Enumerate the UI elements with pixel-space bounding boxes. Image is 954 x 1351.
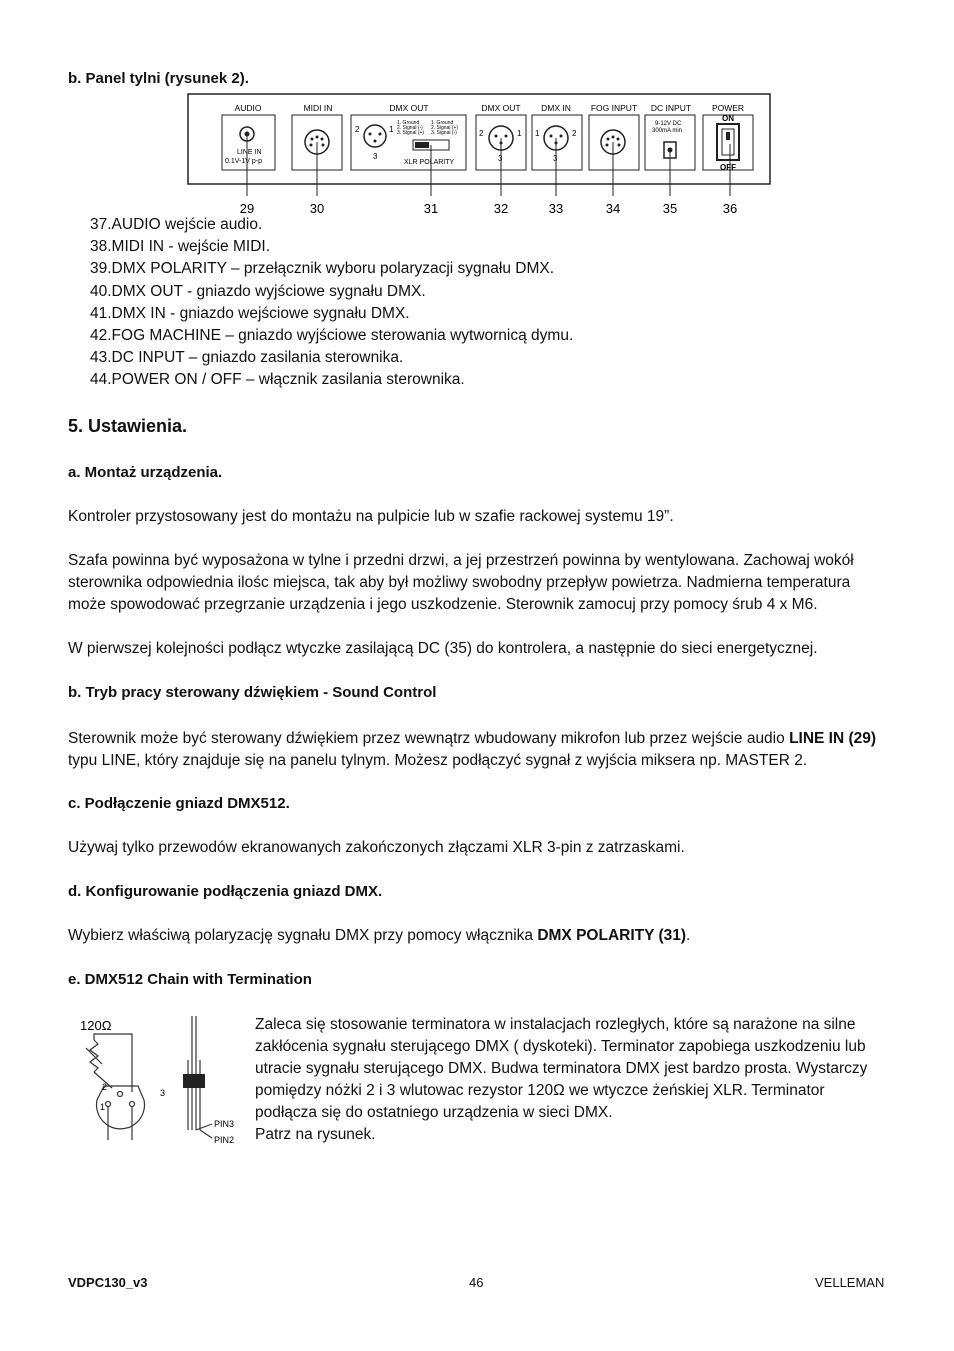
callout-35: 35 [662, 201, 678, 216]
label-off: OFF [720, 163, 736, 172]
callout-36: 36 [722, 201, 738, 216]
subsection-e-heading: e. DMX512 Chain with Termination [68, 971, 312, 988]
paragraph-c1: Używaj tylko przewodów ekranowanych zakończonych złączami XLR 3-pin z zatrzaskami. [68, 839, 685, 856]
subsection-c-heading: c. Podłączenie gniazd DMX512. [68, 795, 290, 812]
callout-30: 30 [309, 201, 325, 216]
pin-col1-2: 3. Signal (+) [397, 130, 425, 136]
paragraph-e1: Zaleca się stosowanie terminatora w instalacjach rozległych, które są narażone na silne zakłócenia sygnału sterującego DMX ( dyskoteki). Terminator zapobiega uszkodzeniu lub utracie sygnału sterującego DMX. Budwa terminatora DMX jest bardzo prosta. Wystarczy pomiędzy nóżki 2 i 3 wlutowac rezystor 120Ω we wtyczce żeńskiej XLR. Terminator podłącza się do ostatniego urządzenia w sieci DMX. [255, 1016, 868, 1121]
svg-text:1: 1 [535, 129, 540, 138]
callout-34: 34 [605, 201, 621, 216]
label-dmx-out: DMX OUT [481, 103, 521, 113]
subsection-a-heading: a. Montaż urządzenia. [68, 464, 223, 481]
dc-rating-1: 300mA min [652, 128, 683, 134]
paragraph-d1: Wybierz właściwą polaryzację sygnału DMX przy pomocy włącznika DMX POLARITY (31). [68, 927, 691, 944]
rear-panel-figure [185, 92, 775, 217]
svg-text:2: 2 [572, 129, 577, 138]
svg-text:3: 3 [160, 1088, 166, 1098]
list-item: 40.DMX OUT - gniazdo wyjściowe sygnału DMX. [90, 282, 426, 300]
subsection-d-heading: d. Konfigurowanie podłączenia gniazd DMX. [68, 883, 383, 900]
label-dc-input: DC INPUT [650, 103, 692, 113]
label-audio: AUDIO [234, 103, 262, 113]
svg-text:3: 3 [498, 154, 503, 163]
label-dmx-in: DMX IN [541, 103, 571, 113]
callout-31: 31 [423, 201, 439, 216]
rear-panel-heading: b. Panel tylni (rysunek 2). [68, 70, 249, 87]
label-on: ON [722, 114, 734, 123]
svg-text:3: 3 [373, 152, 378, 161]
cable-sleeve [183, 1074, 205, 1088]
footer-model: VDPC130_v3 [68, 1275, 148, 1290]
list-item: 37.AUDIO wejście audio. [90, 216, 263, 233]
callout-33: 33 [548, 201, 564, 216]
label-fog-input: FOG INPUT [590, 103, 638, 113]
svg-text:1: 1 [389, 125, 394, 134]
callout-29: 29 [239, 201, 255, 216]
legend-list [90, 214, 573, 392]
subsection-b-heading: b. Tryb pracy sterowany dźwiękiem - Sound Control [68, 684, 437, 701]
pin-col2-2: 3. Signal (-) [431, 130, 457, 136]
label-line-in: LINE IN [237, 149, 262, 156]
termination-text [255, 1014, 885, 1146]
dc-rating-0: 9-12V DC [655, 121, 682, 127]
list-item: 38.MIDI IN - wejście MIDI. [90, 238, 270, 256]
footer-page-number: 46 [469, 1275, 484, 1290]
label-midi-in: MIDI IN [303, 103, 333, 113]
list-item: 44.POWER ON / OFF – włącznik zasilania sterownika. [90, 371, 465, 389]
list-item: 42.FOG MACHINE – gniazdo wyjściowe sterowania wytwornicą dymu. [90, 327, 574, 345]
resistor-label: 120Ω [80, 1018, 112, 1033]
label-line-in-level: 0.1V-1V p-p [225, 158, 262, 165]
svg-text:2: 2 [102, 1082, 108, 1092]
terminator-figure [72, 1012, 247, 1152]
pin-col1-0: 1. Ground [397, 120, 420, 126]
pin-col2-1: 2. Signal (+) [431, 125, 459, 131]
list-item: 43.DC INPUT – gniazdo zasilania sterownika. [90, 349, 404, 367]
paragraph-a1: Kontroler przystosowany jest do montażu na pulpicie lub w szafie rackowej systemu 19”. [68, 508, 674, 525]
svg-text:1: 1 [517, 129, 522, 138]
paragraph-e2: Patrz na rysunek. [255, 1126, 376, 1143]
svg-text:3: 3 [553, 154, 558, 163]
paragraph-a3: W pierwszej kolejności podłącz wtyczke zasilającą DC (35) do kontrolera, a następnie do sieci energetycznej. [68, 640, 818, 657]
pin2-label: PIN2 [214, 1135, 235, 1145]
label-power: POWER [711, 103, 745, 113]
section-title: 5. Ustawienia. [68, 416, 188, 436]
pin-col2-0: 1. Ground [431, 120, 454, 126]
svg-text:2: 2 [355, 125, 360, 134]
pin-col1-1: 2. Signal (-) [397, 125, 423, 131]
callout-32: 32 [493, 201, 509, 216]
label-dmx-out-switch: DMX OUT [389, 103, 429, 113]
svg-text:2: 2 [479, 129, 484, 138]
svg-text:1: 1 [100, 1102, 106, 1112]
pin3-label: PIN3 [214, 1119, 235, 1129]
paragraph-b1: Sterownik może być sterowany dźwiękiem przez wewnątrz wbudowany mikrofon lub przez wejście audio LINE IN (29) typu LINE, który znajduje się na panelu tylnym. Możesz podłączyć sygnał z wyjścia miksera np. MASTER 2. [68, 730, 877, 769]
list-item: 41.DMX IN - gniazdo wejściowe sygnału DMX. [90, 304, 410, 322]
label-xlr-polarity: XLR POLARITY [404, 159, 455, 166]
footer-brand: VELLEMAN [815, 1275, 885, 1290]
list-item: 39.DMX POLARITY – przełącznik wyboru polaryzacji sygnału DMX. [90, 260, 555, 278]
paragraph-a2: Szafa powinna być wyposażona w tylne i przedni drzwi, a jej przestrzeń powinna by wentylowana. Zachowaj wokół sterownika odpowiednia ilośc miejsca, tak aby był możliwy swobodny przepływ powietrza. Nadmierna temperatura może spowodować przegrzanie urządzenia i jego uszkodzenie. Sterownik zamocuj przy pomocy śrub 4 x M6. [68, 552, 854, 613]
